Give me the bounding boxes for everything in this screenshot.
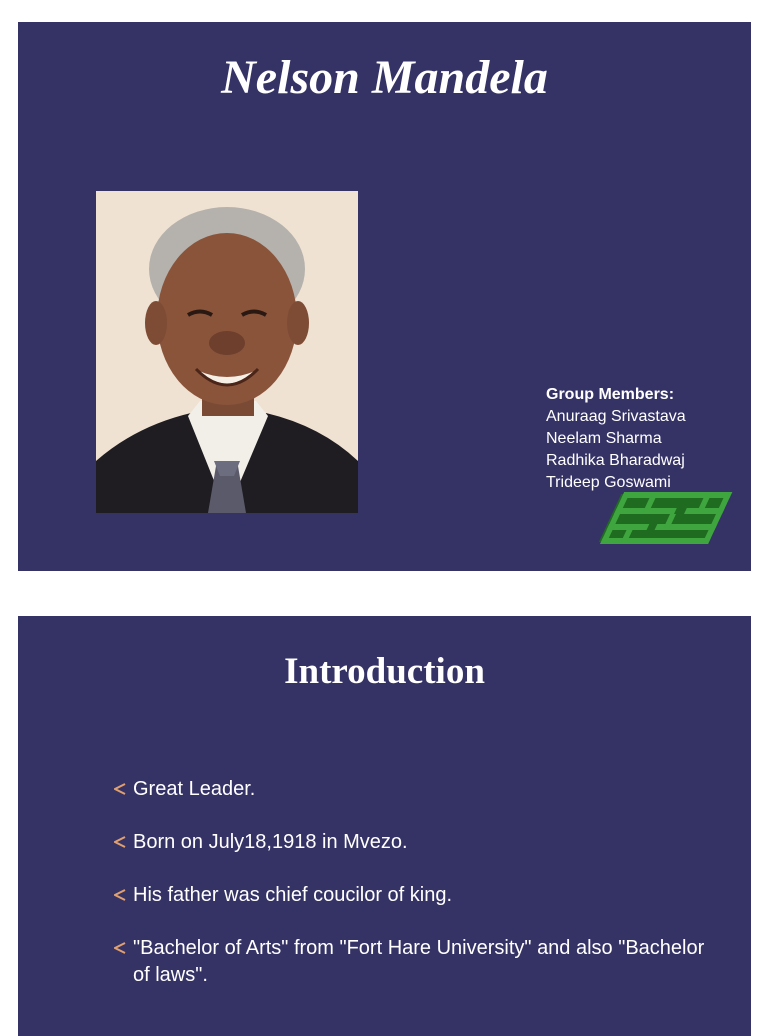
slide-introduction-heading: Introduction — [284, 651, 485, 692]
group-members — [546, 384, 686, 494]
member-name: Trideep Goswami — [546, 474, 671, 491]
green-maze-clipart — [598, 484, 736, 550]
arrow-bullet-icon — [114, 889, 126, 901]
bullet-text: His father was chief coucilor of king. — [133, 884, 453, 906]
bullet-list — [114, 776, 714, 1015]
arrow-bullet-icon — [114, 836, 126, 848]
slide-title — [18, 22, 751, 571]
bullet-text: Born on July18,1918 in Mvezo. — [133, 831, 408, 853]
member-name: Neelam Sharma — [546, 430, 662, 447]
slide-title-heading: Nelson Mandela — [221, 51, 548, 104]
bullet-text: Great Leader. — [133, 778, 256, 800]
member-name: Anuraag Srivastava — [546, 408, 686, 425]
arrow-bullet-icon — [114, 783, 126, 795]
portrait-photo — [96, 191, 358, 513]
list-item — [114, 776, 714, 803]
list-item — [114, 935, 714, 989]
bullet-text: "Bachelor of Arts" from "Fort Hare University" and also "Bachelor of laws". — [133, 937, 705, 986]
list-item — [114, 882, 714, 909]
group-members-heading: Group Members: — [546, 386, 675, 403]
arrow-bullet-icon — [114, 942, 126, 954]
list-item — [114, 829, 714, 856]
member-name: Radhika Bharadwaj — [546, 452, 685, 469]
slide-introduction — [18, 616, 751, 1036]
